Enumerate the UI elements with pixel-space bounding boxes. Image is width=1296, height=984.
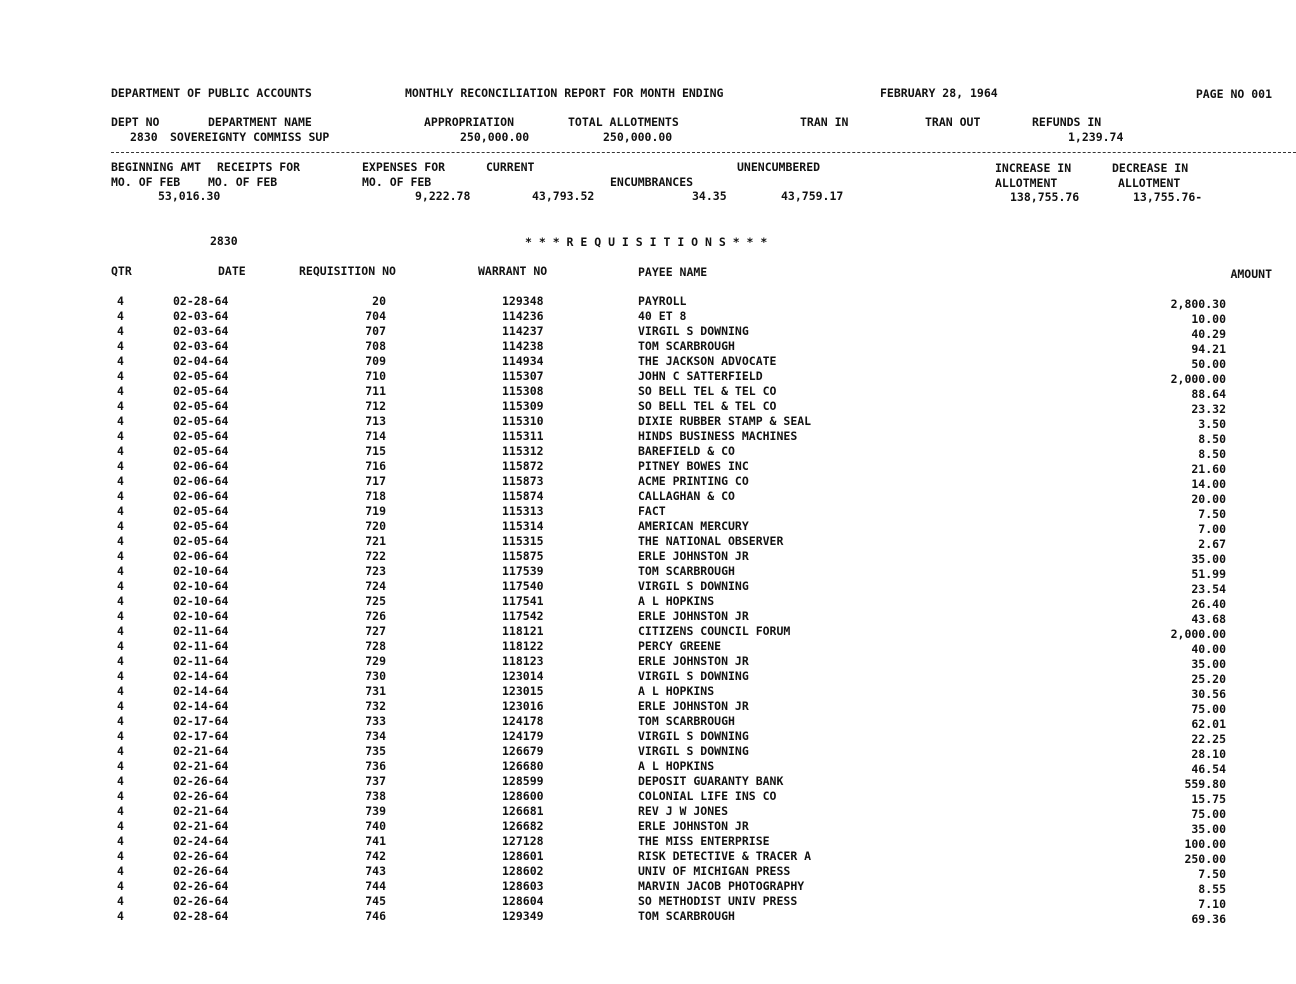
- increase-allotment-label: ALLOTMENT: [995, 176, 1058, 190]
- amount-cell: 23.32: [1191, 402, 1226, 416]
- payee-cell: JOHN C SATTERFIELD: [638, 369, 763, 383]
- date-cell: 02-14-64: [173, 699, 229, 713]
- qtr-cell: 4: [117, 579, 124, 593]
- month-ending: FEBRUARY 28, 1964: [880, 86, 998, 100]
- req-no-cell: 734: [365, 729, 386, 743]
- date-cell: 02-26-64: [173, 864, 229, 878]
- warrant-no-cell: 115310: [502, 414, 544, 428]
- req-no-cell: 725: [365, 594, 386, 608]
- req-no-cell: 724: [365, 579, 386, 593]
- receipts-label: RECEIPTS FOR: [217, 160, 301, 174]
- req-no-cell: 733: [365, 714, 386, 728]
- amount-cell: 7.50: [1198, 867, 1226, 881]
- date-cell: 02-11-64: [173, 654, 229, 668]
- req-no-cell: 732: [365, 699, 386, 713]
- req-no-cell: 708: [365, 339, 386, 353]
- payee-cell: PERCY GREENE: [638, 639, 722, 653]
- amount-cell: 21.60: [1191, 462, 1226, 476]
- beginning-amt-label: BEGINNING AMT: [111, 160, 202, 174]
- amount-cell: 7.00: [1198, 522, 1226, 536]
- date-cell: 02-05-64: [173, 444, 229, 458]
- date-cell: 02-11-64: [173, 624, 229, 638]
- amount-cell: 100.00: [1184, 837, 1226, 851]
- qtr-cell: 4: [117, 414, 124, 428]
- qtr-cell: 4: [117, 564, 124, 578]
- amount-cell: 35.00: [1191, 657, 1226, 671]
- amount-cell: 250.00: [1184, 852, 1226, 866]
- date-cell: 02-17-64: [173, 714, 229, 728]
- req-no-cell: 723: [365, 564, 386, 578]
- dept-name-label: DEPARTMENT NAME: [208, 115, 312, 129]
- dept-name: SOVEREIGNTY COMMISS SUP: [170, 130, 330, 144]
- amount-cell: 35.00: [1191, 822, 1226, 836]
- amount-cell: 7.10: [1198, 897, 1226, 911]
- date-cell: 02-03-64: [173, 339, 229, 353]
- qtr-cell: 4: [117, 909, 124, 923]
- page-number: PAGE NO 001: [1195, 87, 1272, 101]
- amount-cell: 20.00: [1191, 492, 1226, 506]
- payee-cell: ERLE JOHNSTON JR: [638, 654, 749, 668]
- date-cell: 02-05-64: [173, 429, 229, 443]
- warrant-no-cell: 115874: [502, 489, 544, 503]
- req-no-cell: 731: [365, 684, 386, 698]
- qtr-cell: 4: [117, 849, 124, 863]
- decrease-value: 13,755.76-: [1133, 190, 1203, 204]
- qtr-cell: 4: [117, 639, 124, 653]
- col-date: DATE: [218, 264, 246, 278]
- qtr-cell: 4: [117, 594, 124, 608]
- total-allotments-value: 250,000.00: [603, 130, 673, 144]
- req-no-cell: 743: [365, 864, 386, 878]
- payee-cell: TOM SCARBROUGH: [638, 909, 735, 923]
- warrant-no-cell: 118122: [502, 639, 544, 653]
- date-cell: 02-26-64: [173, 774, 229, 788]
- amount-cell: 50.00: [1191, 357, 1226, 371]
- qtr-cell: 4: [117, 429, 124, 443]
- date-cell: 02-26-64: [173, 789, 229, 803]
- date-cell: 02-06-64: [173, 459, 229, 473]
- req-no-cell: 709: [365, 354, 386, 368]
- req-no-cell: 722: [365, 549, 386, 563]
- qtr-cell: 4: [117, 894, 124, 908]
- date-cell: 02-24-64: [173, 834, 229, 848]
- warrant-no-cell: 123015: [502, 684, 544, 698]
- qtr-cell: 4: [117, 804, 124, 818]
- amount-cell: 94.21: [1191, 342, 1226, 356]
- payee-cell: CITIZENS COUNCIL FORUM: [638, 624, 791, 638]
- warrant-no-cell: 117539: [502, 564, 544, 578]
- qtr-cell: 4: [117, 339, 124, 353]
- warrant-no-cell: 126681: [502, 804, 544, 818]
- warrant-no-cell: 115873: [502, 474, 544, 488]
- amount-cell: 40.29: [1191, 327, 1226, 341]
- req-no-cell: 728: [365, 639, 386, 653]
- qtr-cell: 4: [117, 744, 124, 758]
- date-cell: 02-05-64: [173, 519, 229, 533]
- date-cell: 02-14-64: [173, 684, 229, 698]
- warrant-no-cell: 124178: [502, 714, 544, 728]
- appropriation-label: APPROPRIATION: [424, 115, 515, 129]
- qtr-cell: 4: [117, 624, 124, 638]
- report-title: MONTHLY RECONCILIATION REPORT FOR MONTH ENDING: [405, 86, 724, 100]
- req-no-cell: 735: [365, 744, 386, 758]
- amount-cell: 3.50: [1198, 417, 1226, 431]
- expenses-label: EXPENSES FOR: [362, 160, 446, 174]
- qtr-cell: 4: [117, 294, 124, 308]
- amount-cell: 75.00: [1191, 807, 1226, 821]
- warrant-no-cell: 114237: [502, 324, 544, 338]
- amount-cell: 46.54: [1191, 762, 1226, 776]
- amount-cell: 2,800.30: [1170, 297, 1226, 311]
- warrant-no-cell: 129349: [502, 909, 544, 923]
- current-label: CURRENT: [486, 160, 535, 174]
- req-no-cell: 739: [365, 804, 386, 818]
- payee-cell: A L HOPKINS: [638, 594, 715, 608]
- amount-cell: 43.68: [1191, 612, 1226, 626]
- req-no-cell: 720: [365, 519, 386, 533]
- qtr-cell: 4: [117, 669, 124, 683]
- section-dept-no: 2830: [210, 234, 238, 248]
- payee-cell: COLONIAL LIFE INS CO: [638, 789, 777, 803]
- payee-cell: TOM SCARBROUGH: [638, 339, 735, 353]
- expenses-value: 9,222.78: [415, 189, 471, 203]
- qtr-cell: 4: [117, 354, 124, 368]
- req-no-cell: 713: [365, 414, 386, 428]
- agency-name: DEPARTMENT OF PUBLIC ACCOUNTS: [111, 86, 312, 100]
- qtr-cell: 4: [117, 369, 124, 383]
- req-no-cell: 715: [365, 444, 386, 458]
- beginning-month-label: MO. OF FEB: [111, 175, 181, 189]
- col-amount: AMOUNT: [1230, 267, 1272, 281]
- date-cell: 02-06-64: [173, 474, 229, 488]
- qtr-cell: 4: [117, 684, 124, 698]
- increase-label: INCREASE IN: [995, 161, 1072, 175]
- amount-cell: 51.99: [1191, 567, 1226, 581]
- date-cell: 02-14-64: [173, 669, 229, 683]
- amount-cell: 75.00: [1191, 702, 1226, 716]
- amount-cell: 8.50: [1198, 447, 1226, 461]
- qtr-cell: 4: [117, 729, 124, 743]
- payee-cell: AMERICAN MERCURY: [638, 519, 749, 533]
- req-no-cell: 710: [365, 369, 386, 383]
- qtr-cell: 4: [117, 444, 124, 458]
- req-no-cell: 726: [365, 609, 386, 623]
- req-no-cell: 721: [365, 534, 386, 548]
- date-cell: 02-10-64: [173, 594, 229, 608]
- payee-cell: DIXIE RUBBER STAMP & SEAL: [638, 414, 812, 428]
- payee-cell: TOM SCARBROUGH: [638, 564, 735, 578]
- warrant-no-cell: 128602: [502, 864, 544, 878]
- req-no-cell: 729: [365, 654, 386, 668]
- date-cell: 02-05-64: [173, 414, 229, 428]
- warrant-no-cell: 117541: [502, 594, 544, 608]
- amount-cell: 8.55: [1198, 882, 1226, 896]
- refunds-in-label: REFUNDS IN: [1032, 115, 1102, 129]
- warrant-no-cell: 129348: [502, 294, 544, 308]
- encumbrances-value: 34.35: [692, 189, 727, 203]
- payee-cell: VIRGIL S DOWNING: [638, 324, 749, 338]
- qtr-cell: 4: [117, 384, 124, 398]
- warrant-no-cell: 128599: [502, 774, 544, 788]
- total-allotments-label: TOTAL ALLOTMENTS: [568, 115, 679, 129]
- date-cell: 02-21-64: [173, 744, 229, 758]
- qtr-cell: 4: [117, 609, 124, 623]
- warrant-no-cell: 114238: [502, 339, 544, 353]
- dept-no: 2830: [130, 130, 158, 144]
- date-cell: 02-06-64: [173, 489, 229, 503]
- qtr-cell: 4: [117, 714, 124, 728]
- date-cell: 02-28-64: [173, 294, 229, 308]
- req-no-cell: 738: [365, 789, 386, 803]
- qtr-cell: 4: [117, 864, 124, 878]
- date-cell: 02-26-64: [173, 879, 229, 893]
- amount-cell: 14.00: [1191, 477, 1226, 491]
- qtr-cell: 4: [117, 309, 124, 323]
- payee-cell: CALLAGHAN & CO: [638, 489, 735, 503]
- payee-cell: DEPOSIT GUARANTY BANK: [638, 774, 784, 788]
- current-value: 43,793.52: [532, 189, 595, 203]
- qtr-cell: 4: [117, 834, 124, 848]
- payee-cell: 40 ET 8: [638, 309, 687, 323]
- section-title: * * * R E Q U I S I T I O N S * * *: [525, 235, 768, 249]
- date-cell: 02-05-64: [173, 534, 229, 548]
- payee-cell: SO BELL TEL & TEL CO: [638, 384, 777, 398]
- amount-cell: 26.40: [1191, 597, 1226, 611]
- amount-cell: 7.50: [1198, 507, 1226, 521]
- date-cell: 02-05-64: [173, 399, 229, 413]
- divider: [111, 152, 1296, 153]
- warrant-no-cell: 115311: [502, 429, 544, 443]
- date-cell: 02-03-64: [173, 309, 229, 323]
- warrant-no-cell: 127128: [502, 834, 544, 848]
- amount-cell: 62.01: [1191, 717, 1226, 731]
- date-cell: 02-05-64: [173, 504, 229, 518]
- warrant-no-cell: 126682: [502, 819, 544, 833]
- unencumbered-label: UNENCUMBERED: [737, 160, 821, 174]
- warrant-no-cell: 126679: [502, 744, 544, 758]
- qtr-cell: 4: [117, 504, 124, 518]
- date-cell: 02-03-64: [173, 324, 229, 338]
- payee-cell: HINDS BUSINESS MACHINES: [638, 429, 798, 443]
- warrant-no-cell: 123014: [502, 669, 544, 683]
- req-no-cell: 740: [365, 819, 386, 833]
- req-no-cell: 716: [365, 459, 386, 473]
- warrant-no-cell: 117542: [502, 609, 544, 623]
- amount-cell: 25.20: [1191, 672, 1226, 686]
- req-no-cell: 741: [365, 834, 386, 848]
- qtr-cell: 4: [117, 654, 124, 668]
- date-cell: 02-05-64: [173, 369, 229, 383]
- amount-cell: 2.67: [1198, 537, 1226, 551]
- warrant-no-cell: 118121: [502, 624, 544, 638]
- col-req-no: REQUISITION NO: [299, 264, 396, 278]
- req-no-cell: 707: [365, 324, 386, 338]
- req-no-cell: 711: [365, 384, 386, 398]
- amount-cell: 15.75: [1191, 792, 1226, 806]
- warrant-no-cell: 117540: [502, 579, 544, 593]
- amount-cell: 28.10: [1191, 747, 1226, 761]
- amount-cell: 559.80: [1184, 777, 1226, 791]
- req-no-cell: 727: [365, 624, 386, 638]
- warrant-no-cell: 115313: [502, 504, 544, 518]
- warrant-no-cell: 128601: [502, 849, 544, 863]
- payee-cell: RISK DETECTIVE & TRACER A: [638, 849, 812, 863]
- date-cell: 02-21-64: [173, 759, 229, 773]
- req-no-cell: 704: [365, 309, 386, 323]
- warrant-no-cell: 115309: [502, 399, 544, 413]
- warrant-no-cell: 114236: [502, 309, 544, 323]
- qtr-cell: 4: [117, 819, 124, 833]
- qtr-cell: 4: [117, 474, 124, 488]
- warrant-no-cell: 114934: [502, 354, 544, 368]
- req-no-cell: 730: [365, 669, 386, 683]
- payee-cell: THE NATIONAL OBSERVER: [638, 534, 784, 548]
- payee-cell: FACT: [638, 504, 666, 518]
- date-cell: 02-05-64: [173, 384, 229, 398]
- encumbrances-label: ENCUMBRANCES: [610, 175, 694, 189]
- req-no-cell: 719: [365, 504, 386, 518]
- payee-cell: ERLE JOHNSTON JR: [638, 549, 749, 563]
- req-no-cell: 714: [365, 429, 386, 443]
- date-cell: 02-06-64: [173, 549, 229, 563]
- payee-cell: VIRGIL S DOWNING: [638, 744, 749, 758]
- amount-cell: 2,000.00: [1170, 627, 1226, 641]
- payee-cell: VIRGIL S DOWNING: [638, 579, 749, 593]
- date-cell: 02-26-64: [173, 894, 229, 908]
- payee-cell: ERLE JOHNSTON JR: [638, 699, 749, 713]
- req-no-cell: 717: [365, 474, 386, 488]
- amount-cell: 23.54: [1191, 582, 1226, 596]
- amount-cell: 10.00: [1191, 312, 1226, 326]
- amount-cell: 22.25: [1191, 732, 1226, 746]
- appropriation-value: 250,000.00: [460, 130, 530, 144]
- payee-cell: VIRGIL S DOWNING: [638, 669, 749, 683]
- dept-no-label: DEPT NO: [111, 115, 160, 129]
- qtr-cell: 4: [117, 459, 124, 473]
- payee-cell: ACME PRINTING CO: [638, 474, 749, 488]
- payee-cell: VIRGIL S DOWNING: [638, 729, 749, 743]
- amount-cell: 35.00: [1191, 552, 1226, 566]
- qtr-cell: 4: [117, 534, 124, 548]
- warrant-no-cell: 115312: [502, 444, 544, 458]
- qtr-cell: 4: [117, 324, 124, 338]
- req-no-cell: 745: [365, 894, 386, 908]
- col-qtr: QTR: [111, 264, 132, 278]
- payee-cell: MARVIN JACOB PHOTOGRAPHY: [638, 879, 805, 893]
- qtr-cell: 4: [117, 399, 124, 413]
- warrant-no-cell: 118123: [502, 654, 544, 668]
- warrant-no-cell: 124179: [502, 729, 544, 743]
- payee-cell: SO BELL TEL & TEL CO: [638, 399, 777, 413]
- decrease-allotment-label: ALLOTMENT: [1118, 176, 1181, 190]
- payee-cell: THE JACKSON ADVOCATE: [638, 354, 777, 368]
- payee-cell: A L HOPKINS: [638, 684, 715, 698]
- payee-cell: PITNEY BOWES INC: [638, 459, 749, 473]
- warrant-no-cell: 115872: [502, 459, 544, 473]
- req-no-cell: 20: [372, 294, 386, 308]
- qtr-cell: 4: [117, 489, 124, 503]
- col-warrant-no: WARRANT NO: [478, 264, 548, 278]
- qtr-cell: 4: [117, 519, 124, 533]
- col-payee: PAYEE NAME: [638, 265, 708, 279]
- warrant-no-cell: 128600: [502, 789, 544, 803]
- date-cell: 02-21-64: [173, 804, 229, 818]
- req-no-cell: 712: [365, 399, 386, 413]
- decrease-label: DECREASE IN: [1112, 161, 1189, 175]
- amount-cell: 2,000.00: [1170, 372, 1226, 386]
- warrant-no-cell: 115307: [502, 369, 544, 383]
- warrant-no-cell: 115315: [502, 534, 544, 548]
- payee-cell: SO METHODIST UNIV PRESS: [638, 894, 798, 908]
- date-cell: 02-10-64: [173, 579, 229, 593]
- payee-cell: A L HOPKINS: [638, 759, 715, 773]
- unencumbered-value: 43,759.17: [781, 189, 844, 203]
- date-cell: 02-10-64: [173, 609, 229, 623]
- payee-cell: ERLE JOHNSTON JR: [638, 819, 749, 833]
- payee-cell: TOM SCARBROUGH: [638, 714, 735, 728]
- tran-in-label: TRAN IN: [800, 115, 849, 129]
- payee-cell: BAREFIELD & CO: [638, 444, 735, 458]
- payee-cell: REV J W JONES: [638, 804, 729, 818]
- tran-out-label: TRAN OUT: [925, 115, 981, 129]
- payee-cell: ERLE JOHNSTON JR: [638, 609, 749, 623]
- warrant-no-cell: 115875: [502, 549, 544, 563]
- warrant-no-cell: 115314: [502, 519, 544, 533]
- date-cell: 02-21-64: [173, 819, 229, 833]
- payee-cell: THE MISS ENTERPRISE: [638, 834, 770, 848]
- amount-cell: 8.50: [1198, 432, 1226, 446]
- warrant-no-cell: 115308: [502, 384, 544, 398]
- qtr-cell: 4: [117, 789, 124, 803]
- expenses-month-label: MO. OF FEB: [362, 175, 432, 189]
- date-cell: 02-11-64: [173, 639, 229, 653]
- req-no-cell: 736: [365, 759, 386, 773]
- qtr-cell: 4: [117, 549, 124, 563]
- req-no-cell: 718: [365, 489, 386, 503]
- req-no-cell: 746: [365, 909, 386, 923]
- qtr-cell: 4: [117, 759, 124, 773]
- warrant-no-cell: 123016: [502, 699, 544, 713]
- amount-cell: 88.64: [1191, 387, 1226, 401]
- amount-cell: 69.36: [1191, 912, 1226, 926]
- payee-cell: UNIV OF MICHIGAN PRESS: [638, 864, 791, 878]
- amount-cell: 30.56: [1191, 687, 1226, 701]
- payee-cell: PAYROLL: [638, 294, 687, 308]
- req-no-cell: 744: [365, 879, 386, 893]
- refunds-in-value: 1,239.74: [1068, 130, 1124, 144]
- req-no-cell: 737: [365, 774, 386, 788]
- amount-cell: 40.00: [1191, 642, 1226, 656]
- date-cell: 02-28-64: [173, 909, 229, 923]
- qtr-cell: 4: [117, 699, 124, 713]
- date-cell: 02-17-64: [173, 729, 229, 743]
- warrant-no-cell: 126680: [502, 759, 544, 773]
- qtr-cell: 4: [117, 879, 124, 893]
- req-no-cell: 742: [365, 849, 386, 863]
- beginning-amt-value: 53,016.30: [158, 189, 221, 203]
- increase-value: 138,755.76: [1010, 190, 1080, 204]
- warrant-no-cell: 128603: [502, 879, 544, 893]
- date-cell: 02-26-64: [173, 849, 229, 863]
- date-cell: 02-10-64: [173, 564, 229, 578]
- date-cell: 02-04-64: [173, 354, 229, 368]
- receipts-month-label: MO. OF FEB: [208, 175, 278, 189]
- qtr-cell: 4: [117, 774, 124, 788]
- warrant-no-cell: 128604: [502, 894, 544, 908]
